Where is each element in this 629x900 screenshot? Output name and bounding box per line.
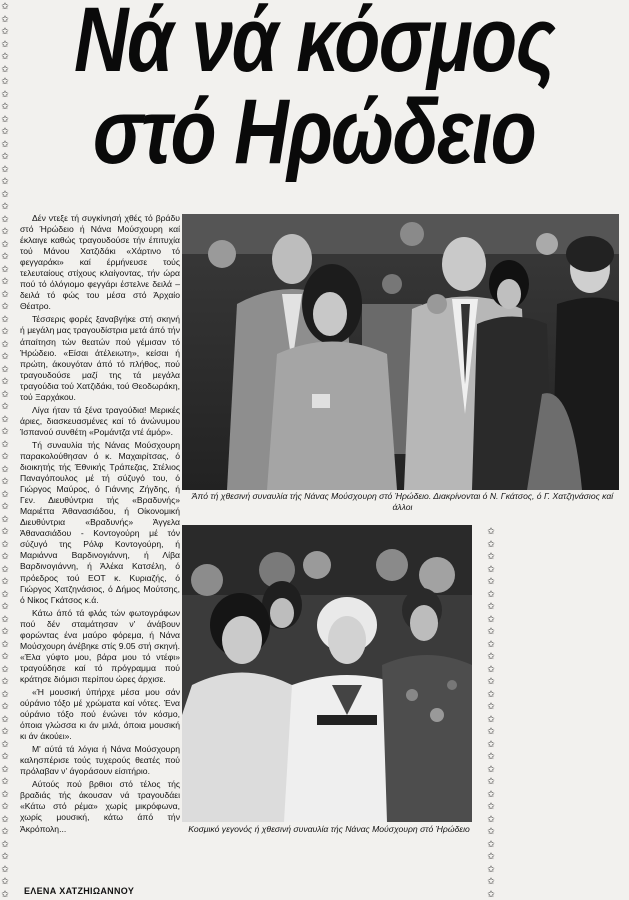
left-star-border: ✩ ✩ ✩ ✩ ✩ ✩ ✩ ✩ ✩ ✩ ✩ ✩ ✩ ✩ ✩ ✩ ✩ ✩ ✩ ✩ ✩ ✩ ✩ ✩ ✩ ✩ ✩ ✩ ✩ ✩ ✩ ✩ ✩ ✩ ✩ ✩ ✩ ✩ ✩ ✩ ✩ ✩ ✩ ✩ ✩ ✩ ✩ ✩ ✩ ✩ ✩ ✩ ✩ ✩ ✩ ✩ ✩ ✩ ✩ ✩ ✩ ✩ ✩ ✩ ✩ ✩ ✩ ✩ ✩ ✩ ✩ ✩: [1, 1, 9, 899]
article-paragraph: Τέσσερις φορές ξαναβγήκε στή σκηνή ή μεγάλη μας τραγουδίστρια μετά άπό τήν άπαίτηση τών θεατών πού γέμισαν τό Ήρώδειο. «Είσαι άτέλειωτη», κείσαι ή πρώτη, άκουγόταν άπό τό πλήθος, πού τραγουδούσε μαζί της τά μεγάλα τραγούδια τού Χατζιδάκι, τού Θεοδωράκη, τού Ξαρχάκου.: [20, 314, 180, 402]
article-paragraph: Μ' αύτά τά λόγια ή Νάνα Μούσχουρη καλησπέρισε τούς τυχερούς θεατές πού πρόλαβαν ν' άγοράσουν είσιτήριο.: [20, 744, 180, 777]
headline-line-1: Νά νά κόσμος: [74, 0, 554, 91]
article-paragraph: Κάτω άπό τά φλάς τών φωτογράφων πού δέν σταμάτησαν ν' άνάβουν φορώντας ένα μαύρο φόρεμα, ή Νάνα Μούσχουρη άνέβηκε στίς 9.05 στή σκηνή. «Έλα γύφτο μου, βάρα μου τό ντέφι» τραγούδησε καί τό πρόγραμμα πού κράτησε διόμισι περίπου ώρες άρχισε.: [20, 607, 180, 684]
photo-audience-seated: [182, 525, 472, 822]
article-paragraph: Αύτούς πού βρθιοι στό τέλος τής βραδιάς τής άκουσαν νά τραγουδάει «Κάτω στό ρέμα» χωρίς μικρόφωνα, χωρίς μουσική, κάτω άπό τήν Άκρόπολη...: [20, 779, 180, 834]
photo-caption-1: Άπό τή χθεσινή συναυλία τής Νάνας Μούσχουρη στό Ήρώδειο. Διακρίνονται ό Ν. Γκάτσος, ό Γ. Χατζηνάσιος καί άλλοι: [191, 491, 614, 512]
article-paragraph: Λίγα ήταν τά ξένα τραγούδια! Μερικές άριες, διασκευασμένες καί τό άνώνυμου Ίσπανού συνθέτη «Ρομάντζα ντέ άμόρ».: [20, 404, 180, 437]
article-body: [20, 213, 180, 837]
byline: ΕΛΕΝΑ ΧΑΤΖΗΙΩΑΝΝΟΥ: [24, 886, 135, 896]
article-paragraph: Δέν ντεξε τή συγκίνησή χθές τό βράδυ στό Ήρώδειο ή Νάνα Μούσχουρη καί έκλαιγε καθώς τραγουδούσε τήν έπιτυχία τού Μάνου Χατζιδάκι «Χάρτινο τό φεγγαράκι» καί έρμήνευσε τούς τελευταίους στίχους κλαίγοντας, τήν ώρα πού τό όλόγιομο φεγγάρι έστελνε δειλά – δειλά τό φώς του μέσα στό Άρχαίο Θέατρο.: [20, 213, 180, 312]
mid-star-border: ✩ ✩ ✩ ✩ ✩ ✩ ✩ ✩ ✩ ✩ ✩ ✩ ✩ ✩ ✩ ✩ ✩ ✩ ✩ ✩ ✩ ✩ ✩ ✩ ✩ ✩ ✩ ✩ ✩ ✩: [487, 526, 495, 899]
article-paragraph: «Ή μουσική ύπήρχε μέσα μου σάν ούράνιο τόξο μέ χρώματα καί νότες. Ένα ούράνιο τόξο πού ένώνει τόν κόσμο, όποια γλώσσα κι άν μιλά, όποια μουσική κι άν άκούει».: [20, 686, 180, 742]
article-paragraph: Τή συναυλία τής Νάνας Μούσχουρη παρακολούθησαν ό κ. Μαχαιρίτσας, ό διοικητής τής Έθνικής Τράπεζας, Στέλιος Παναγόπουλος μέ τή σύζυγό του, ό Γιώργος Μαύρος, ό Γιάννης Ζήγδης, ή Γεν. Διευθύντρια τής «Βραδυνής» Μαριέττα Άθανασιάδου, ή Οίκονομική Διευθύντρια «Βραδυνής» Άγγελα Άθανασιάδου - Κοντογούρη μέ τόν σύζυγό της Ρόλφ Κοντογούρη, ή Μαριάννα Βαρδινογιάννη, ή Λίβα Βαρδινογιάννη, ή Άλέκα Κατσέλη, ό πρόεδρος τού ΕΟΤ κ. Κυριαζής, ό Γιώργος Χατζηνάσιος, ό Δήμος Μούτσης, ό Νίκος Γκάτσος κ.ά.: [20, 439, 180, 605]
photo-concert-crowd: [182, 214, 619, 490]
headline-line-2: στό Ηρώδειο: [92, 81, 536, 183]
photo-caption-2: Κοσμικό γεγονός ή χθεσινή συναυλία τής Νάνας Μούσχουρη στό Ήρώδειο: [188, 824, 470, 834]
